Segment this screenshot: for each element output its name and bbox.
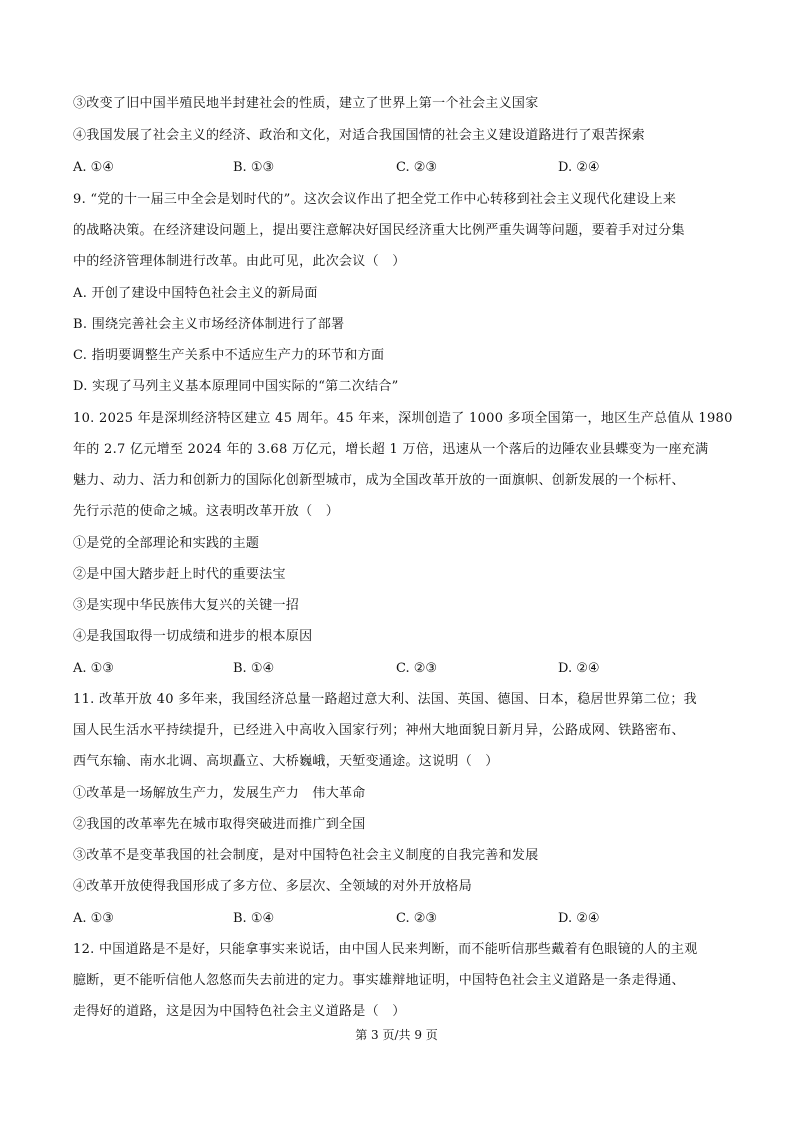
q11-statement-3: ③改革不是变革我国的社会制度，是对中国特色社会主义制度的自我完善和发展 <box>73 848 539 863</box>
q8-option-c[interactable]: C. ②③ <box>396 160 438 175</box>
q9-stem-line-3: 中的经济管理体制进行改革。由此可见，此次会议（ ） <box>73 254 406 269</box>
q11-stem-line-2: 国人民生活水平持续提升，已经进入中高收入国家行列；神州大地面貌日新月异，公路成网、铁路密布、 <box>73 723 685 738</box>
q10-statement-2: ②是中国大踏步赶上时代的重要法宝 <box>73 567 286 582</box>
q10-options <box>73 660 733 678</box>
q10-option-d[interactable]: D. ②④ <box>558 661 600 676</box>
q8-options <box>73 159 733 177</box>
q11-statement-4: ④改革开放使得我国形成了多方位、多层次、全领域的对外开放格局 <box>73 879 473 894</box>
q10-stem-line-1: 10. 2025 年是深圳经济特区建立 45 周年。45 年来，深圳创造了 1000 多项全国第一，地区生产总值从 1980 <box>73 411 733 426</box>
q10-stem-line-2: 年的 2.7 亿元增至 2024 年的 3.68 万亿元，增长超 1 万倍，迅速从一个落后的边陲农业县蝶变为一座充满 <box>73 442 709 457</box>
q10-statement-4: ④是我国取得一切成绩和进步的根本原因 <box>73 629 313 644</box>
q10-option-a[interactable]: A. ①③ <box>73 661 114 676</box>
q8-option-d[interactable]: D. ②④ <box>558 160 600 175</box>
q8-statement-4: ④我国发展了社会主义的经济、政治和文化，对适合我国国情的社会主义建设道路进行了艰苦探索 <box>73 128 645 143</box>
q12-stem-line-2: 臆断，更不能听信他人忽悠而失去前进的定力。事实雄辩地证明，中国特色社会主义道路是一条走得通、 <box>73 973 685 988</box>
q10-option-b[interactable]: B. ①④ <box>233 661 275 676</box>
q9-choice-d[interactable]: D. 实现了马列主义基本原理同中国实际的“第二次结合” <box>73 379 399 394</box>
q9-choice-b[interactable]: B. 围绕完善社会主义市场经济体制进行了部署 <box>73 317 345 332</box>
q8-option-b[interactable]: B. ①③ <box>233 160 275 175</box>
q8-option-a[interactable]: A. ①④ <box>73 160 114 175</box>
q9-stem-line-2: 的战略决策。在经济建设问题上，提出要注意解决好国民经济重大比例严重失调等问题，要着手对过分集 <box>73 223 685 238</box>
q11-statement-1: ①改革是一场解放生产力，发展生产力 伟大革命 <box>73 786 366 801</box>
q11-option-d[interactable]: D. ②④ <box>558 911 600 926</box>
q11-stem-line-3: 西气东输、南水北调、高坝矗立、大桥巍峨，天堑变通途。这说明（ ） <box>73 754 499 769</box>
q11-option-c[interactable]: C. ②③ <box>396 911 438 926</box>
q11-option-b[interactable]: B. ①④ <box>233 911 275 926</box>
q10-stem-line-4: 先行示范的使命之城。这表明改革开放（ ） <box>73 504 340 519</box>
q10-option-c[interactable]: C. ②③ <box>396 661 438 676</box>
q11-statement-2: ②我国的改革率先在城市取得突破进而推广到全国 <box>73 817 366 832</box>
page-footer: 第 3 页/共 9 页 <box>355 1028 438 1042</box>
q12-stem-line-3: 走得好的道路，这是因为中国特色社会主义道路是（ ） <box>73 1004 406 1019</box>
q9-stem-line-1: 9. “党的十一届三中全会是划时代的”。这次会议作出了把全党工作中心转移到社会主义现代化建设上来 <box>73 192 677 207</box>
q12-stem-line-1: 12. 中国道路是不是好，只能拿事实来说话，由中国人民来判断，而不能听信那些戴着有色眼镜的人的主观 <box>73 942 698 957</box>
q11-stem-line-1: 11. 改革开放 40 多年来，我国经济总量一路超过意大利、法国、英国、德国、日本，稳居世界第二位；我 <box>73 692 697 707</box>
q9-choice-a[interactable]: A. 开创了建设中国特色社会主义的新局面 <box>73 286 318 301</box>
q10-statement-1: ①是党的全部理论和实践的主题 <box>73 536 260 551</box>
q10-stem-line-3: 魅力、动力、活力和创新力的国际化创新型城市，成为全国改革开放的一面旗帜、创新发展的一个标杆、 <box>73 473 685 488</box>
q10-statement-3: ③是实现中华民族伟大复兴的关键一招 <box>73 598 300 613</box>
q11-option-a[interactable]: A. ①③ <box>73 911 114 926</box>
q11-options <box>73 910 733 928</box>
q8-statement-3: ③改变了旧中国半殖民地半封建社会的性质，建立了世界上第一个社会主义国家 <box>73 96 539 111</box>
q9-choice-c[interactable]: C. 指明要调整生产关系中不适应生产力的环节和方面 <box>73 348 385 363</box>
